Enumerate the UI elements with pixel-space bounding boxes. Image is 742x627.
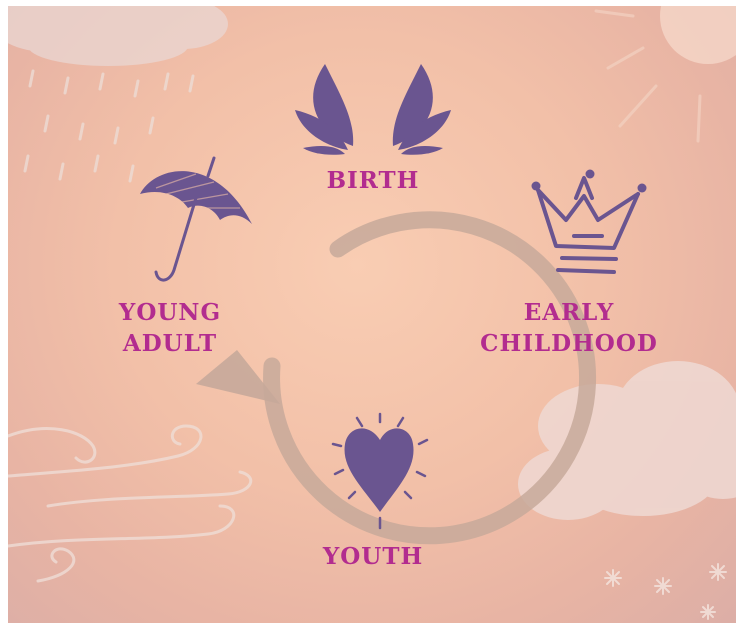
stage-label-birth — [318, 165, 428, 196]
stage-label-line: YOUTH — [322, 543, 424, 570]
stage-label-line: EARLY — [523, 299, 615, 326]
stage-label-line: BIRTH — [326, 167, 420, 194]
stage-label-young-adult — [108, 297, 232, 359]
umbrella-icon — [136, 154, 266, 289]
life-cycle-diagram — [8, 6, 736, 623]
stage-label-line: YOUNG — [118, 299, 222, 326]
stage-label-youth — [313, 541, 433, 572]
crown-icon — [528, 168, 648, 283]
stage-label-early-childhood — [474, 297, 664, 359]
stage-label-line: CHILDHOOD — [480, 330, 658, 357]
heart-icon — [323, 404, 433, 534]
stage-label-line: ADULT — [122, 330, 218, 357]
sprout-leaves-icon — [293, 58, 453, 158]
